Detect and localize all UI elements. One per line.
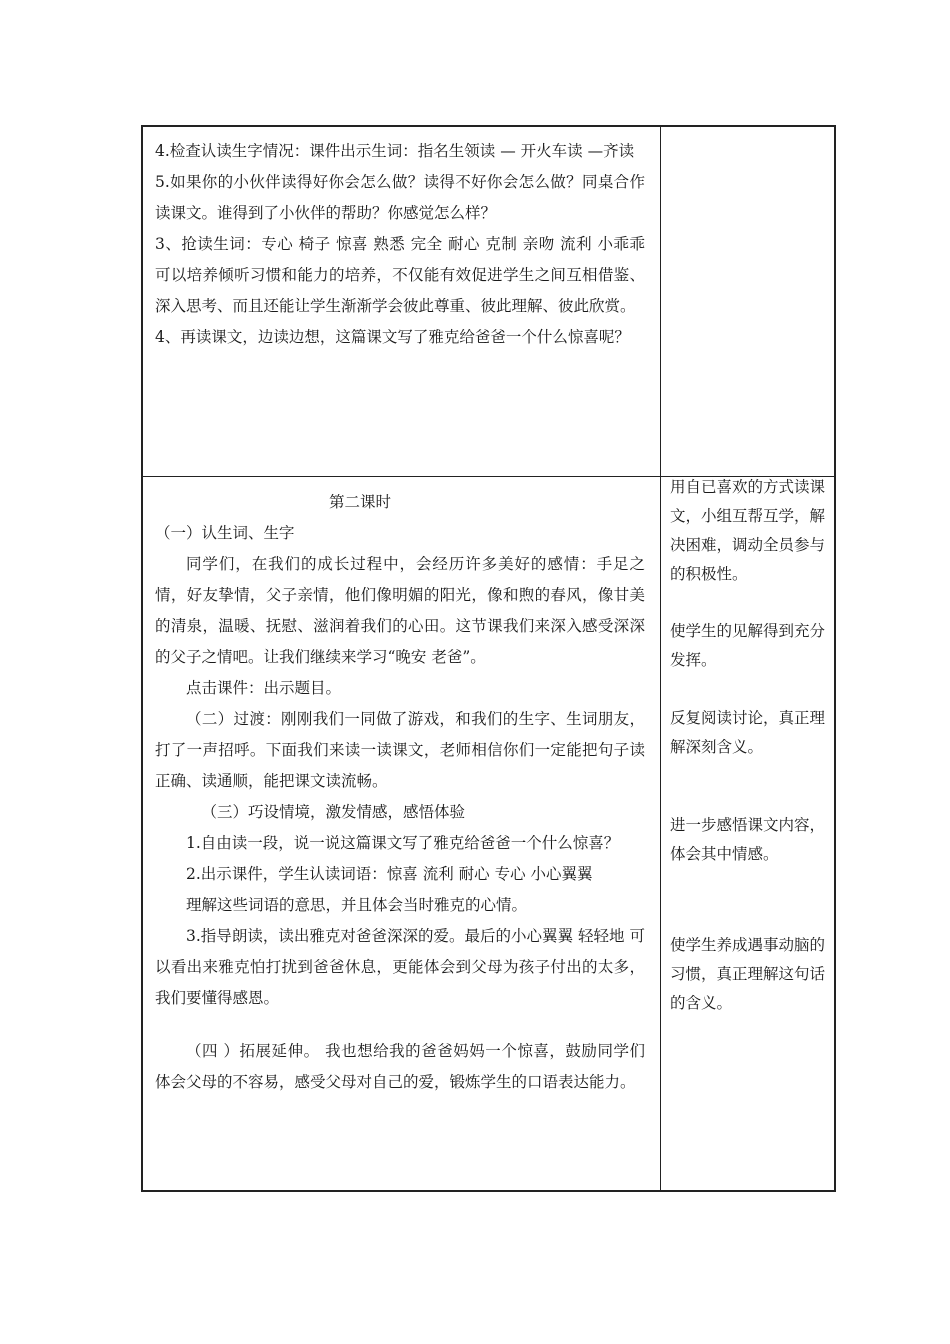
side-note-3: 反复阅读讨论，真正理解深刻含义。 xyxy=(670,709,826,756)
column-divider xyxy=(660,477,661,1190)
side-note-4: 进一步感悟课文内容，体会其中情感。 xyxy=(670,816,826,863)
click-courseware: 点击课件：出示题目。 xyxy=(186,679,342,697)
side-note-1: 用自已喜欢的方式读课文，小组互帮互学，解决困难，调动全员参与的积极性。 xyxy=(670,478,826,583)
side-note-2: 使学生的见解得到充分发挥。 xyxy=(670,622,826,669)
intro-paragraph: 同学们，在我们的成长过程中，会经历许多美好的感情：手足之情，好友挚情，父子亲情，他们像明媚的阳光，像和煦的春风，像甘美的清泉，温暖、抚慰、滋润着我们的心田。这节课我们来深入感受深深的父子之情吧。让我们继续来学习“晚安 老爸”。 xyxy=(155,555,645,666)
table-row-2 xyxy=(143,477,834,1190)
lesson-plan-table xyxy=(141,125,836,1192)
lesson-title: 第二课时 xyxy=(328,493,391,511)
step-1: 1.自由读一段，说一说这篇课文写了雅克给爸爸一个什么惊喜？ xyxy=(186,834,620,852)
step-2-continued: 理解这些词语的意思，并且体会当时雅克的心情。 xyxy=(186,896,528,914)
table-row-1 xyxy=(143,127,834,477)
step-2: 2.出示课件，学生认读词语：惊喜 流利 耐心 专心 小心翼翼 xyxy=(186,865,593,883)
main-cell-row2 xyxy=(155,487,645,1098)
quick-read-words-step: 3、抢读生词：专心 椅子 惊喜 熟悉 完全 耐心 克制 亲吻 流利 小乖乖 可以培养倾听习惯和能力的培养，不仅能有效促进学生之间互相借鉴、深入思考、而且还能让学生渐渐学会彼此尊重、彼此理解、彼此欣赏。 xyxy=(155,235,645,315)
step-3: 3.指导朗读，读出雅克对爸爸深深的爱。最后的小心翼翼 轻轻地 可以看出来雅克怕打扰到爸爸休息，更能体会到父母为孩子付出的太多，我们要懂得感恩。 xyxy=(155,927,645,1007)
check-reading-step: 4.检查认读生字情况：课件出示生词：指名生领读 — 开火车读 —齐读 xyxy=(155,142,635,160)
section-1-heading: （一）认生词、生字 xyxy=(155,524,295,542)
section-4-paragraph: （四 ）拓展延伸。 我也想给我的爸爸妈妈一个惊喜，鼓励同学们体会父母的不容易，感受父母对自己的爱，锻炼学生的口语表达能力。 xyxy=(155,1042,645,1091)
side-cell-row2 xyxy=(670,477,830,1177)
column-divider xyxy=(660,127,661,476)
section-3-heading: （三）巧设情境，激发情感，感悟体验 xyxy=(201,803,466,821)
section-2-paragraph: （二）过渡：刚刚我们一同做了游戏，和我们的生字、生词朋友，打了一声招呼。下面我们来读一读课文，老师相信你们一定能把句子读正确、读通顺，能把课文读流畅。 xyxy=(155,710,645,790)
partner-reading-step: 5.如果你的小伙伴读得好你会怎么做？读得不好你会怎么做？同桌合作读课文。谁得到了小伙伴的帮助？你感觉怎么样？ xyxy=(155,173,645,222)
main-cell-row1 xyxy=(155,136,645,353)
reread-text-step: 4、再读课文，边读边想，这篇课文写了雅克给爸爸一个什么惊喜呢？ xyxy=(155,328,630,346)
side-note-5: 使学生养成遇事动脑的习惯，真正理解这句话的含义。 xyxy=(670,936,826,1012)
